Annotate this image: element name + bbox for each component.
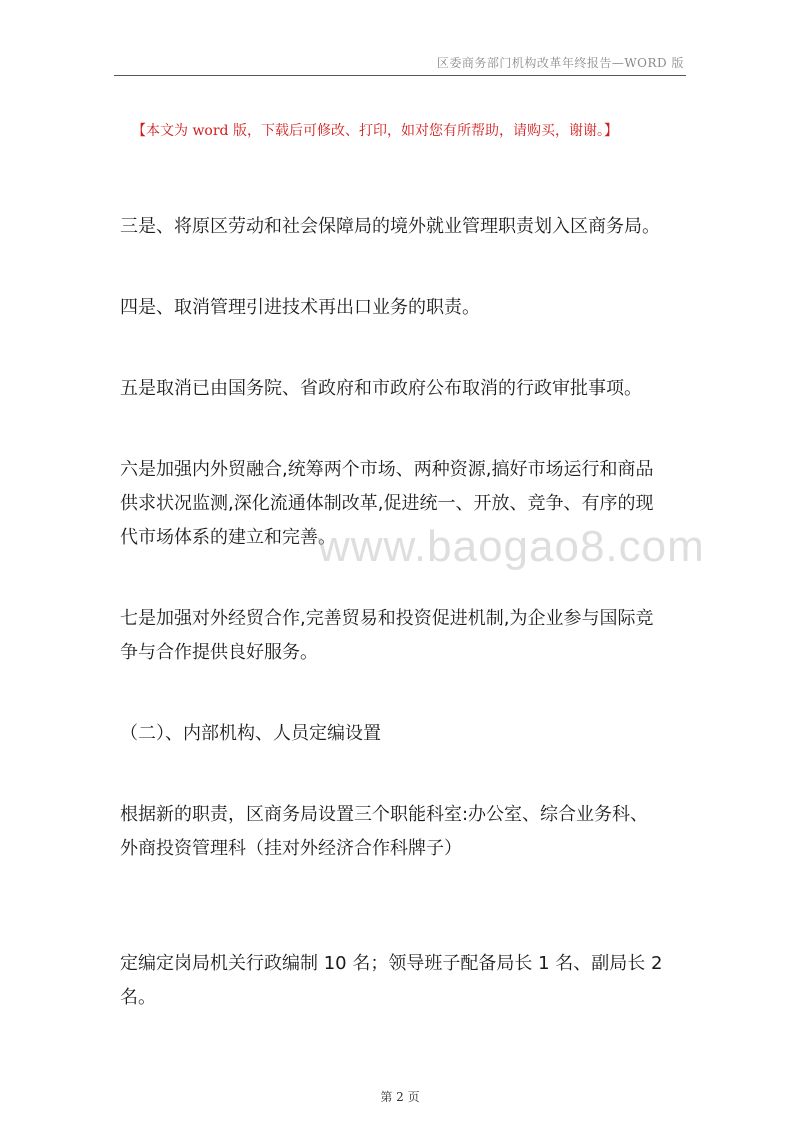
paragraph-line: 五是取消已由国务院、省政府和市政府公布取消的行政审批事项。 — [120, 378, 642, 399]
header-divider — [114, 75, 686, 76]
paragraph-line: 四是、取消管理引进技术再出口业务的职责。 — [120, 297, 480, 318]
paragraph-offices — [120, 798, 690, 866]
paragraph-line: 名。 — [120, 987, 156, 1008]
paragraph-line: （二）、内部机构、人员定编设置 — [120, 723, 381, 744]
paragraph-item-7 — [120, 602, 690, 670]
paragraph-line: 六是加强内外贸融合,统筹两个市场、两种资源,搞好市场运行和商品 — [120, 459, 654, 480]
paragraph-item-4 — [120, 291, 690, 325]
paragraph-line: 外商投资管理科（挂对外经济合作科牌子） — [120, 838, 462, 859]
paragraph-line: 代市场体系的建立和完善。 — [120, 527, 336, 548]
section-heading — [120, 717, 690, 751]
running-header: 区委商务部门机构改革年终报告—WORD 版 — [436, 56, 684, 70]
download-notice: 【本文为 word 版，下载后可修改、打印，如对您有所帮助，请购买，谢谢。】 — [132, 123, 618, 139]
paragraph-item-5 — [120, 372, 690, 406]
paragraph-staffing — [120, 947, 690, 1015]
paragraph-item-3 — [120, 210, 690, 244]
paragraph-item-6 — [120, 453, 690, 555]
page-number: 第 2 页 — [380, 1090, 420, 1104]
paragraph-line: 三是、将原区劳动和社会保障局的境外就业管理职责划入区商务局。 — [120, 216, 660, 237]
site-watermark: www.baogao8.com — [318, 522, 705, 571]
paragraph-line: 争与合作提供良好服务。 — [120, 642, 318, 663]
paragraph-line: 供求状况监测,深化流通体制改革,促进统一、开放、竞争、有序的现 — [120, 493, 654, 514]
paragraph-line: 定编定岗局机关行政编制 10 名；领导班子配备局长 1 名、副局长 2 — [120, 953, 663, 974]
paragraph-line: 七是加强对外经贸合作,完善贸易和投资促进机制,为企业参与国际竞 — [120, 608, 654, 629]
paragraph-line: 根据新的职责，区商务局设置三个职能科室:办公室、综合业务科、 — [120, 804, 649, 825]
